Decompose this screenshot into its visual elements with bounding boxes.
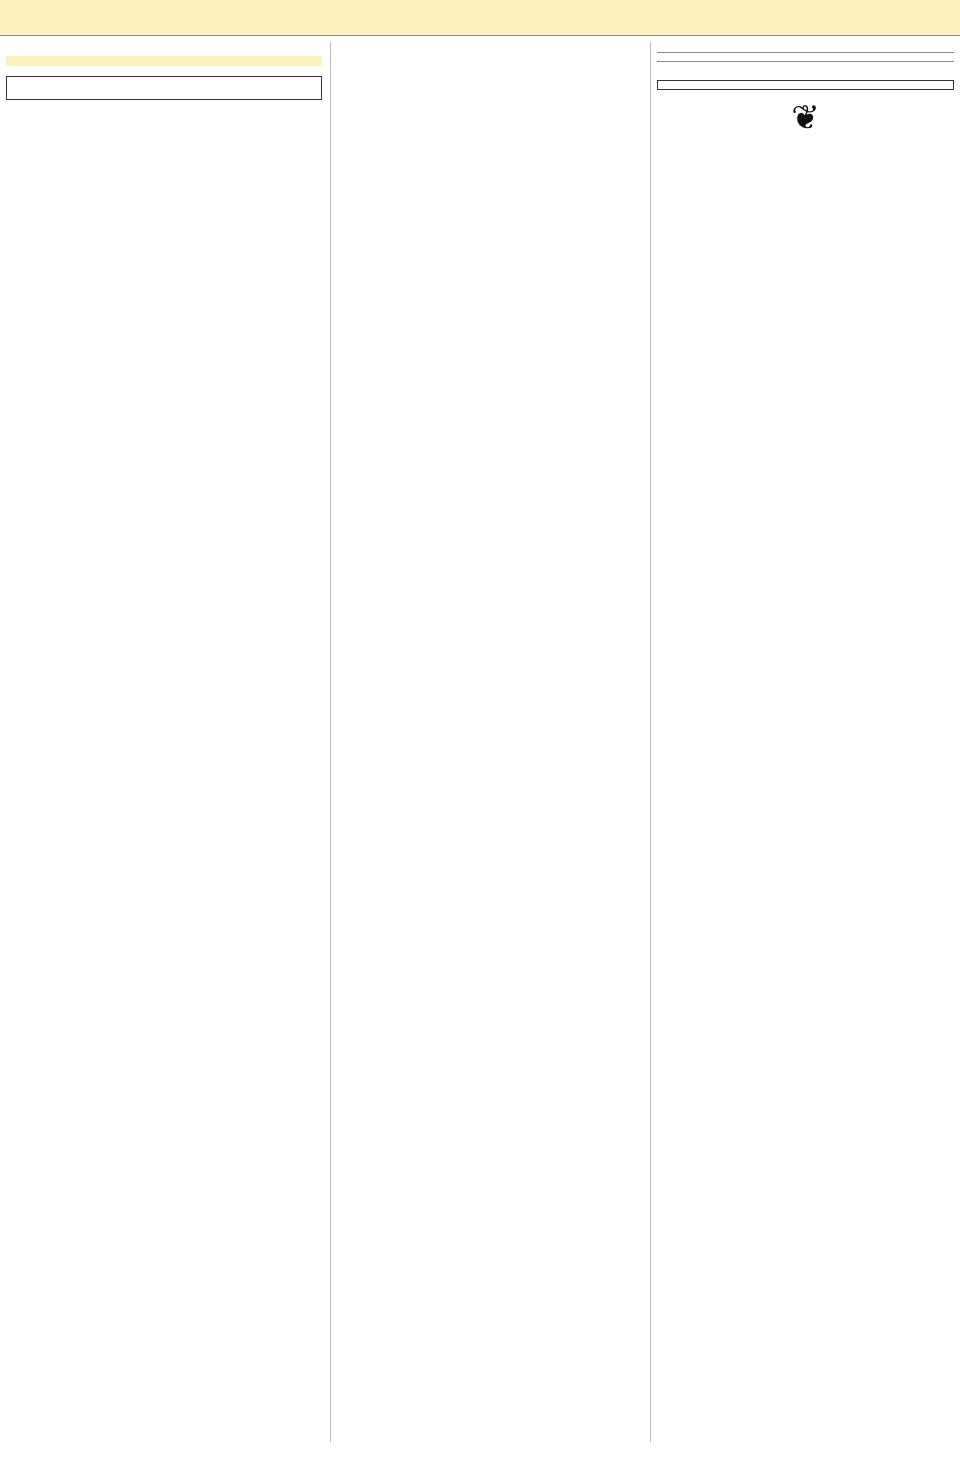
column-divider	[330, 42, 331, 1442]
page-header	[0, 0, 960, 36]
insurance-box	[6, 56, 322, 66]
column-left	[6, 46, 322, 210]
program-title	[6, 110, 322, 202]
column-middle	[338, 46, 644, 54]
column-divider	[650, 42, 651, 1442]
einstein-quote-box	[6, 76, 322, 100]
einstein-quote-box-2	[657, 80, 954, 90]
column-right	[657, 46, 954, 138]
flourish-ornament-icon: ❦	[791, 99, 820, 137]
